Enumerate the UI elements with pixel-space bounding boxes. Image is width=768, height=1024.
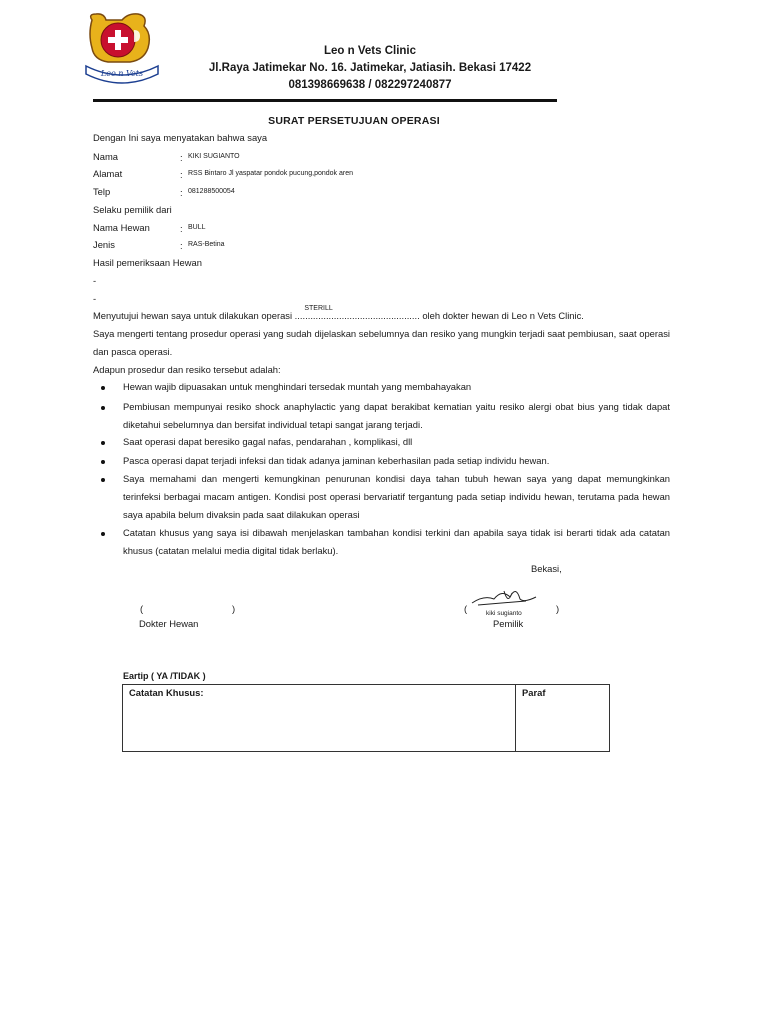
- colon: :: [180, 152, 183, 163]
- clinic-header: [180, 43, 560, 94]
- field-value-jenis: RAS-Betina: [188, 241, 225, 248]
- approval-dots: ..........................................: [310, 310, 420, 321]
- bullet-icon: [101, 532, 105, 536]
- owner-sign-name: kiki sugianto: [486, 610, 522, 617]
- notes-cell[interactable]: [123, 685, 516, 752]
- risk-item-continued: diketahui sebelumnya dan bersifat individual tetapi sangat jarang terjadi.: [123, 419, 423, 430]
- field-label-jenis: Jenis: [93, 239, 115, 250]
- bullet-icon: [101, 478, 105, 482]
- colon: :: [180, 169, 183, 180]
- bullet-icon: [101, 386, 105, 390]
- document-title: SURAT PERSETUJUAN OPERASI: [268, 115, 440, 127]
- exam-label: Hasil pemeriksaan Hewan: [93, 257, 202, 268]
- field-value-alamat: RSS Bintaro Jl yaspatar pondok pucung,pondok aren: [188, 170, 353, 177]
- bullet-icon: [101, 406, 105, 410]
- understanding-line: Saya mengerti tentang prosedur operasi yang sudah dijelaskan sebelumnya dan resiko yang mungkin terjadi saat pembiusan, saat operasi: [93, 328, 670, 339]
- procedure-value: STERILL: [304, 305, 333, 312]
- field-label-alamat: Alamat: [93, 168, 123, 179]
- clinic-phones: 081398669638 / 082297240877: [288, 79, 452, 91]
- header-divider: [93, 99, 557, 102]
- intro-text: Dengan Ini saya menyatakan bahwa saya: [93, 132, 268, 143]
- city-date: Bekasi,: [531, 563, 562, 574]
- colon: :: [180, 187, 183, 198]
- field-label-nama: Nama: [93, 151, 119, 162]
- risk-item: Catatan khusus yang saya isi dibawah menjelaskan tambahan kondisi terkini dan apabila saya tidak isi berarti tidak ada catatan: [123, 527, 670, 538]
- approval-suffix: oleh dokter hewan di Leo n Vets Clinic.: [419, 310, 584, 321]
- eartip-label: Eartip ( YA /TIDAK ): [123, 671, 206, 681]
- doctor-role: Dokter Hewan: [139, 618, 199, 629]
- clinic-address: Jl.Raya Jatimekar No. 16. Jatimekar, Jatiasih. Bekasi 17422: [208, 62, 532, 74]
- notes-table: [122, 684, 610, 752]
- risk-item: Hewan wajib dipuasakan untuk menghindari tersedak muntah yang membahayakan: [123, 381, 472, 392]
- paraf-cell[interactable]: [516, 685, 610, 752]
- approval-prefix: Menyutujui hewan saya untuk dilakukan operasi ......: [93, 310, 311, 321]
- field-value-telp: 081288500054: [188, 188, 235, 195]
- risk-item: Pembiusan mempunyai resiko shock anaphylactic yang dapat berakibat kematian yaitu resiko alergi obat bius yang tidak dapat: [123, 401, 670, 412]
- notes-label: Catatan Khusus:: [129, 687, 204, 698]
- owner-role-text: Selaku pemilik dari: [93, 204, 172, 215]
- approval-line: [93, 305, 584, 321]
- bullet-icon: [101, 441, 105, 445]
- doctor-sign-open: (: [140, 603, 144, 614]
- clinic-name: Leo n Vets Clinic: [323, 45, 417, 57]
- owner-sign-open: (: [464, 603, 468, 614]
- field-value-nama-hewan: BULL: [188, 224, 206, 231]
- colon: :: [180, 223, 183, 234]
- paraf-label: Paraf: [522, 687, 546, 698]
- field-value-nama: KIKI SUGIANTO: [188, 153, 240, 160]
- field-label-telp: Telp: [93, 186, 111, 197]
- bullet-icon: [101, 460, 105, 464]
- clinic-logo: [82, 12, 162, 84]
- risk-item: Saat operasi dapat beresiko gagal nafas, pendarahan , komplikasi, dll: [123, 436, 413, 447]
- exam-item: -: [93, 293, 97, 304]
- exam-item: -: [93, 275, 97, 286]
- owner-signature: [464, 583, 544, 613]
- colon: :: [180, 240, 183, 251]
- risk-item-continued: saya apabila belum divaksin pada saat dilakukan operasi: [123, 509, 360, 520]
- risk-item-continued: terinfeksi berbagai macam antigen. Kondisi post operasi bervariatif tergantung pada setiap individu hewan, terutama pada hewan: [123, 491, 670, 502]
- risk-item-continued: khusus (catatan melalui media digital tidak berlaku).: [123, 545, 339, 556]
- svg-text:Leo n Vets: Leo n Vets: [100, 69, 144, 78]
- risks-intro: Adapun prosedur dan resiko tersebut adalah:: [93, 364, 281, 375]
- owner-role: Pemilik: [493, 618, 524, 629]
- field-label-nama-hewan: Nama Hewan: [93, 222, 150, 233]
- procedure-fill: [304, 305, 420, 321]
- doctor-sign-close: ): [232, 603, 236, 614]
- risk-item: Pasca operasi dapat terjadi infeksi dan tidak adanya jaminan keberhasilan pada setiap individu hewan.: [123, 455, 550, 466]
- understanding-line: dan pasca operasi.: [93, 346, 173, 357]
- risk-item: Saya memahami dan mengerti kemungkinan penurunan kondisi daya tahan tubuh hewan saya yang dapat memungkinkan: [123, 473, 670, 484]
- owner-sign-close: ): [556, 603, 560, 614]
